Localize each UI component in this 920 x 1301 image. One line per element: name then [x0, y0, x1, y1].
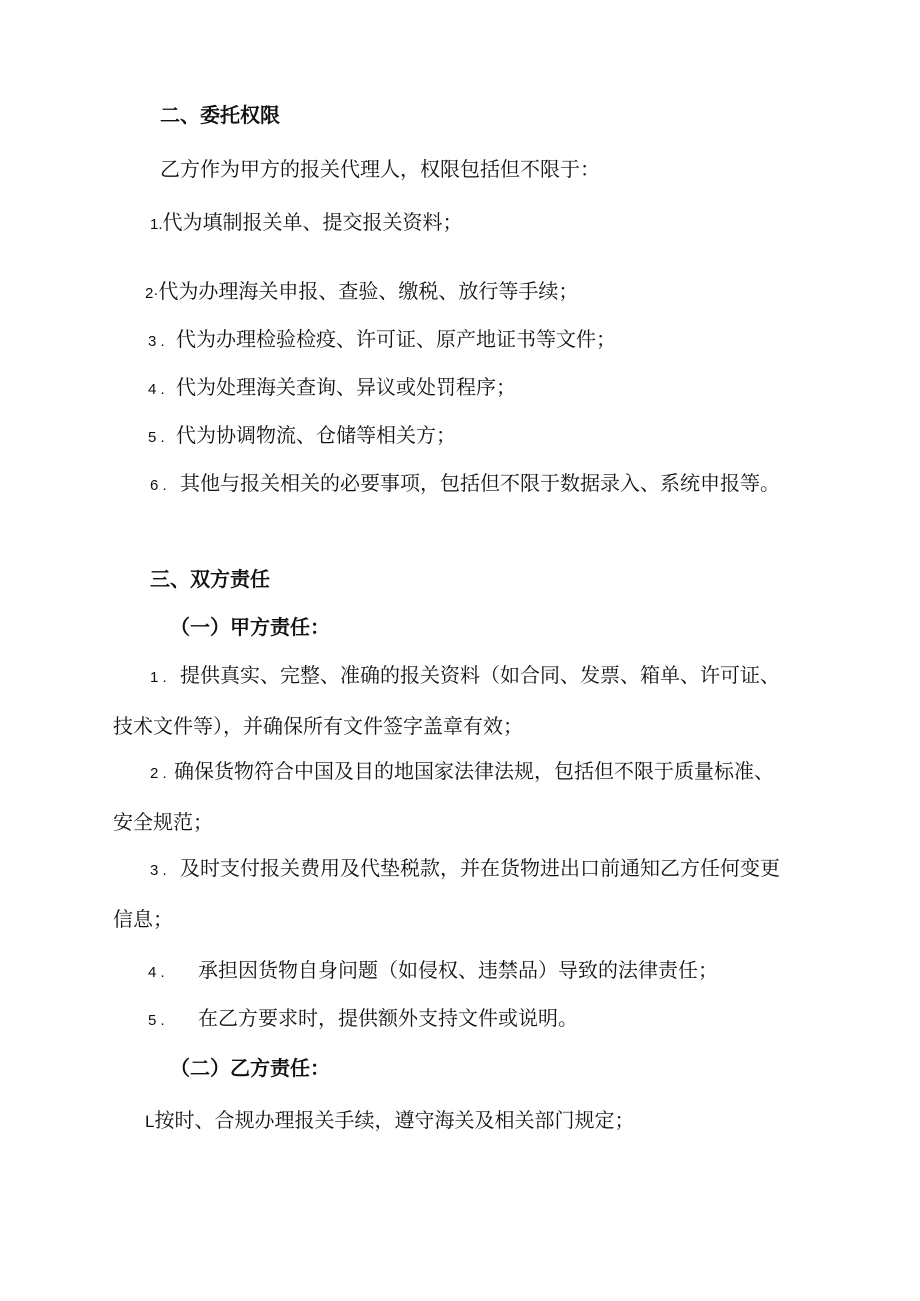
section-3-title: 三、双方责任: [150, 567, 270, 591]
item-number: 2 .: [150, 765, 167, 782]
item-number: 1.: [150, 216, 163, 233]
item-text: 代为办理海关申报、查验、缴税、放行等手续；: [158, 279, 579, 303]
item-text: 代为处理海关查询、异议或处罚程序；: [176, 375, 516, 399]
item-number: L: [145, 1112, 155, 1131]
item-text: 及时支付报关费用及代垫税款，并在货物进出口前通知乙方任何变更信息；: [113, 856, 780, 931]
list-item: [113, 459, 793, 510]
item-number: 3 .: [150, 862, 167, 879]
list-item: [148, 423, 456, 450]
item-text: 代为办理检验检疫、许可证、原产地证书等文件；: [176, 327, 616, 351]
list-item: [148, 327, 616, 354]
list-item: [148, 958, 718, 985]
list-item: [148, 375, 516, 402]
item-text: 代为填制报关单、提交报关资料；: [162, 210, 463, 234]
list-item: [145, 1108, 634, 1134]
party-a-title: （一）甲方责任：: [170, 615, 330, 639]
item-text: 提供真实、完整、准确的报关资料（如合同、发票、箱单、许可证、技术文件等），并确保所有文件签字盖章有效；: [113, 663, 780, 738]
item-number: 1 .: [150, 669, 167, 686]
party-b-title: （二）乙方责任：: [170, 1056, 330, 1080]
item-text: 按时、合规办理报关手续，遵守海关及相关部门规定；: [154, 1108, 635, 1132]
list-item: [145, 279, 578, 306]
item-number: 5 .: [148, 429, 165, 446]
item-number: 4 .: [148, 964, 165, 981]
item-text: 确保货物符合中国及目的地国家法律法规，包括但不限于质量标准、安全规范；: [113, 759, 774, 834]
item-text: 承担因货物自身问题（如侵权、违禁品）导致的法律责任；: [198, 958, 718, 982]
item-number: 6 .: [150, 477, 167, 494]
item-number: 2·: [145, 285, 159, 302]
item-text: 代为协调物流、仓储等相关方；: [176, 423, 456, 447]
list-item: [148, 1006, 578, 1033]
item-number: 5 .: [148, 1012, 165, 1029]
item-number: 4 .: [148, 381, 165, 398]
item-text: 在乙方要求时，提供额外支持文件或说明。: [198, 1006, 578, 1030]
list-item: [113, 747, 793, 846]
section-2-title: 二、委托权限: [160, 103, 280, 127]
list-item: [150, 210, 463, 237]
list-item: [113, 844, 793, 943]
item-text: 其他与报关相关的必要事项，包括但不限于数据录入、系统申报等。: [180, 471, 780, 495]
item-number: 3 .: [148, 333, 165, 350]
list-item: [113, 651, 793, 750]
section-2-intro: 乙方作为甲方的报关代理人，权限包括但不限于：: [160, 157, 600, 181]
